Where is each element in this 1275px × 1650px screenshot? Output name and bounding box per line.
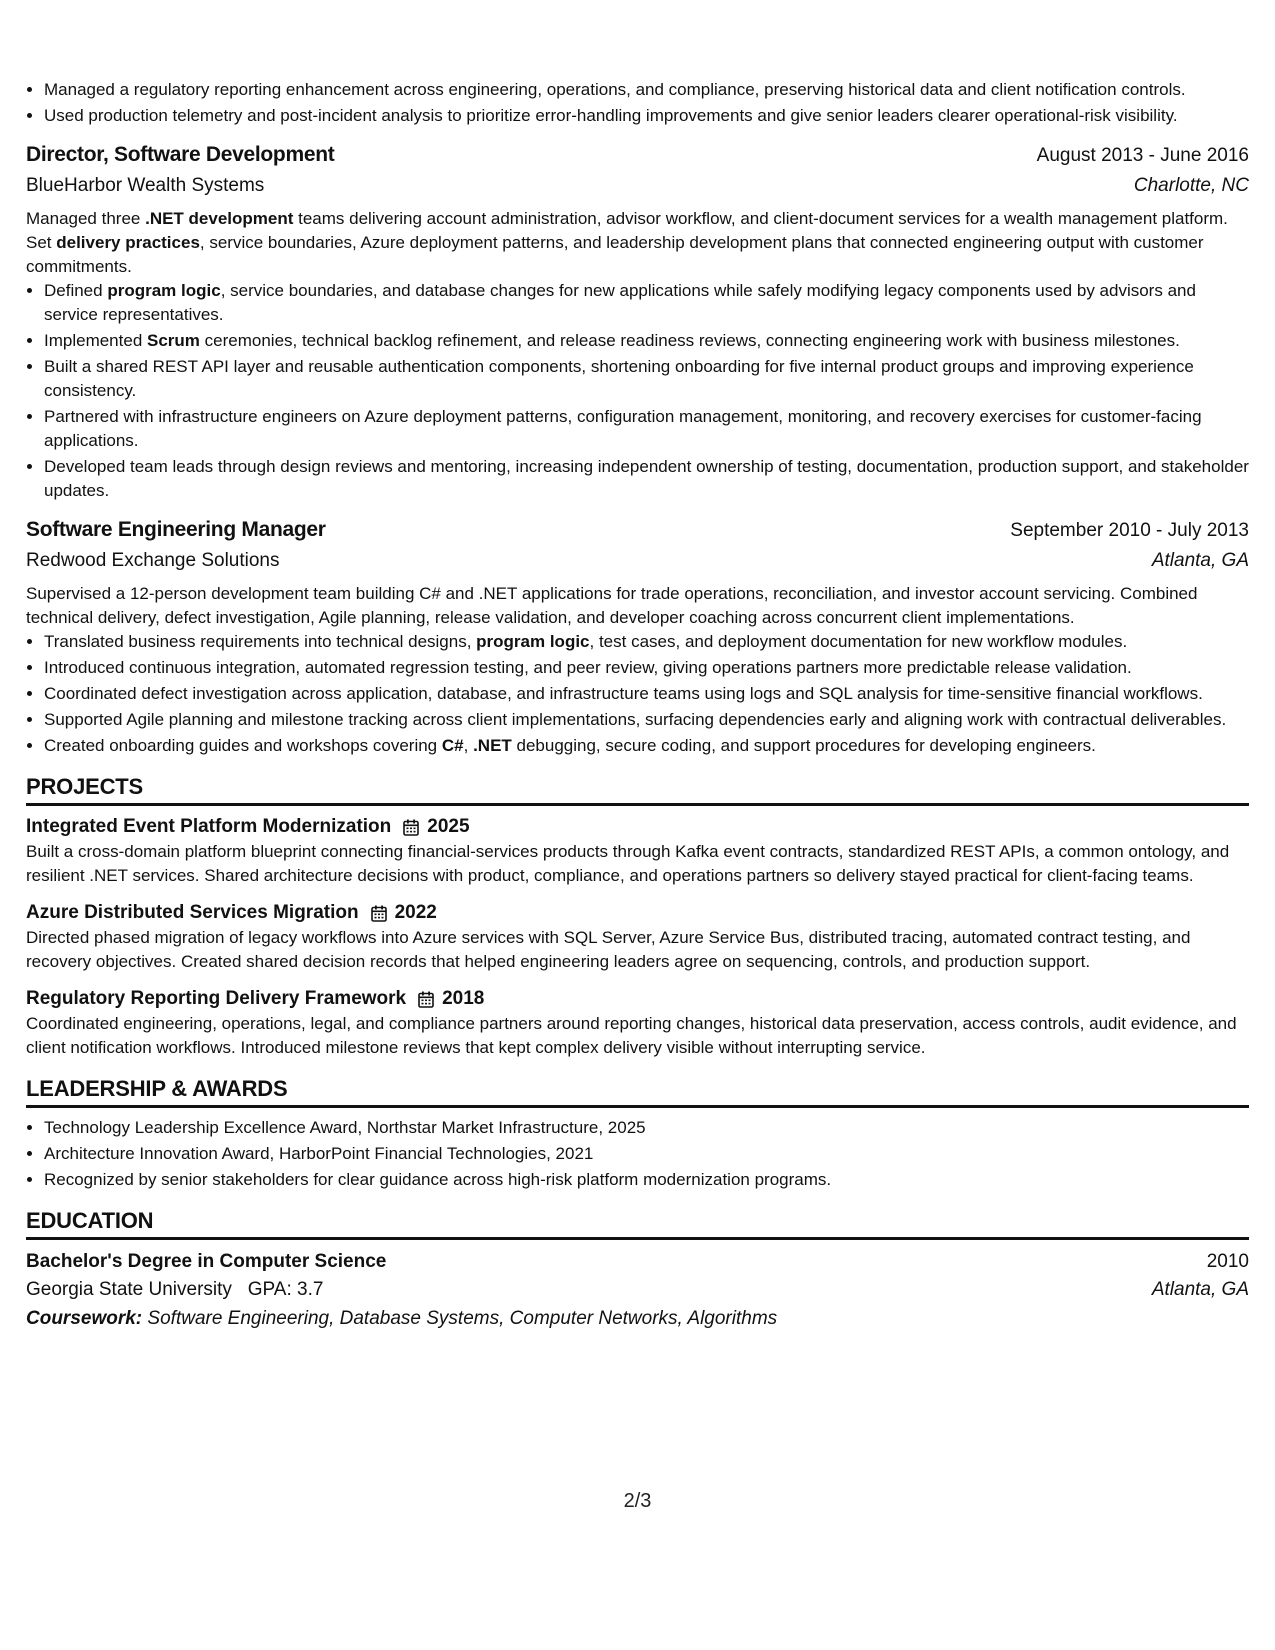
- project-description: Built a cross-domain platform blueprint connecting financial-services products through Kafka event contracts, standardized REST APIs, a common ontology, and resilient .NET services. Shared architecture decisions with product, compliance, and operations partners so delivery stayed practical for client-facing teams.: [26, 842, 1230, 885]
- text-run: Defined: [44, 281, 108, 300]
- section-heading-education: EDUCATION: [26, 1206, 1249, 1240]
- bullet-item: • Used production telemetry and post-incident analysis to prioritize error-handling improvements and give senior leaders clearer operational-risk visibility.: [44, 104, 1249, 128]
- calendar-icon: [418, 991, 434, 1008]
- text-run: Coordinated defect investigation across application, database, and infrastructure teams using logs and SQL analysis for time-sensitive financial workflows.: [44, 684, 1203, 703]
- emphasized-text: .NET development: [145, 209, 294, 228]
- bullet-item: [44, 708, 1249, 732]
- text-run: Created onboarding guides and workshops covering: [44, 736, 442, 755]
- job-location: Charlotte, NC: [1133, 175, 1249, 196]
- text-run: teams delivering account administration, advisor workflow, and client-document services for a wealth management platform. Set: [26, 209, 1228, 252]
- bullet-item: [44, 405, 1249, 453]
- project-year: 2022: [394, 902, 437, 923]
- emphasized-text: Scrum: [147, 331, 200, 350]
- job-summary: [26, 582, 1249, 630]
- awards-list: [26, 1116, 1249, 1192]
- coursework-label: Coursework:: [26, 1308, 143, 1329]
- project-description: Coordinated engineering, operations, legal, and compliance partners around reporting changes, historical data preservation, access controls, audit evidence, and client notification workflows. Introduced milestone reviews that kept complex delivery visible without interrupting service.: [26, 1014, 1237, 1057]
- text-run: , test cases, and deployment documentation for new workflow modules.: [589, 632, 1128, 651]
- bullet-item: [44, 355, 1249, 403]
- text-run: , service boundaries, Azure deployment patterns, and leadership development plans that connected engineering output with customer commitments.: [26, 233, 1204, 276]
- text-run: Partnered with infrastructure engineers on Azure deployment patterns, configuration management, monitoring, and recovery exercises for customer-facing applications.: [44, 407, 1202, 450]
- school-name: Georgia State University: [26, 1279, 232, 1300]
- company-name: Redwood Exchange Solutions: [26, 550, 280, 571]
- text-run: Supervised a 12-person development team building C# and .NET applications for trade operations, reconciliation, and investor account servicing. Combined technical delivery, defect investigation, Agile planning, release validation, and developer coaching across concurrent client implementations.: [26, 584, 1198, 627]
- coursework-list: Software Engineering, Database Systems, Computer Networks, Algorithms: [147, 1308, 778, 1329]
- gpa: GPA: 3.7: [247, 1279, 324, 1300]
- calendar-icon: [371, 905, 387, 922]
- text-run: , service boundaries, and database changes for new applications while safely modifying legacy components used by advisors and service representatives.: [44, 281, 1196, 324]
- text-run: Developed team leads through design reviews and mentoring, increasing independent ownership of testing, documentation, production support, and stakeholder updates.: [44, 457, 1249, 500]
- emphasized-text: program logic: [107, 281, 221, 300]
- text-run: Built a shared REST API layer and reusable authentication components, shortening onboarding for five internal product groups and improving experience consistency.: [44, 357, 1194, 400]
- bullet-item: [44, 630, 1249, 654]
- bullet-item: [44, 279, 1249, 327]
- school-line: [26, 1276, 323, 1304]
- degree-title: Bachelor's Degree in Computer Science: [26, 1251, 387, 1272]
- project-description: Directed phased migration of legacy workflows into Azure services with SQL Server, Azure Service Bus, distributed tracing, automated contract testing, and recovery objectives. Created shared decision records that helped engineering leaders agree on sequencing, controls, and production support.: [26, 928, 1191, 971]
- project-name: Azure Distributed Services Migration: [26, 902, 359, 923]
- project-entry: [26, 986, 1249, 1060]
- bullet-item: [44, 682, 1249, 706]
- bullet-item: [44, 656, 1249, 680]
- job-summary: [26, 207, 1249, 279]
- section-heading-awards: LEADERSHIP & AWARDS: [26, 1074, 1249, 1108]
- bullet-item: [44, 455, 1249, 503]
- bullet-item: [44, 734, 1249, 758]
- text-run: Managed three: [26, 209, 146, 228]
- project-name: Regulatory Reporting Delivery Framework: [26, 988, 407, 1009]
- text-run: debugging, secure coding, and support procedures for developing engineers.: [511, 736, 1096, 755]
- company-name: BlueHarbor Wealth Systems: [26, 175, 265, 196]
- job-title: Software Engineering Manager: [26, 518, 326, 541]
- emphasized-text: delivery practices: [56, 233, 200, 252]
- job-dates: September 2010 - July 2013: [1010, 520, 1249, 541]
- coursework-line: [26, 1304, 1249, 1334]
- emphasized-text: .NET: [473, 736, 512, 755]
- bullet-item: [44, 329, 1249, 353]
- text-run: Translated business requirements into technical designs,: [44, 632, 477, 651]
- job-entry: [26, 515, 1249, 758]
- job-bullets: [26, 630, 1249, 758]
- job-entry: [26, 140, 1249, 503]
- text-run: ,: [463, 736, 474, 755]
- emphasized-text: C#: [441, 736, 464, 755]
- text-run: Introduced continuous integration, automated regression testing, and peer review, giving operations partners more predictable release validation.: [44, 658, 1132, 677]
- graduation-year: 2010: [1206, 1251, 1249, 1272]
- project-year: 2025: [427, 816, 470, 837]
- project-entry: [26, 814, 1249, 888]
- award-item: • Architecture Innovation Award, HarborPoint Financial Technologies, 2021: [44, 1142, 1249, 1166]
- text-run: Implemented: [44, 331, 147, 350]
- job-location: Atlanta, GA: [1151, 550, 1249, 571]
- school-location: Atlanta, GA: [1151, 1279, 1249, 1300]
- section-heading-projects: PROJECTS: [26, 772, 1249, 806]
- previous-job-bullets: [26, 78, 1249, 128]
- project-year: 2018: [442, 988, 485, 1009]
- job-dates: August 2013 - June 2016: [1036, 145, 1249, 166]
- project-entry: [26, 900, 1249, 974]
- bullet-item: • Managed a regulatory reporting enhancement across engineering, operations, and compliance, preserving historical data and client notification controls.: [44, 78, 1249, 102]
- text-run: Supported Agile planning and milestone tracking across client implementations, surfacing dependencies early and aligning work with contractual deliverables.: [44, 710, 1227, 729]
- job-title: Director, Software Development: [26, 143, 335, 166]
- project-name: Integrated Event Platform Modernization: [26, 816, 392, 837]
- award-item: • Recognized by senior stakeholders for clear guidance across high-risk platform modernization programs.: [44, 1168, 1249, 1192]
- text-run: ceremonies, technical backlog refinement, and release readiness reviews, connecting engineering work with business milestones.: [199, 331, 1180, 350]
- calendar-icon: [403, 819, 419, 836]
- resume-page: [26, 78, 1249, 1334]
- emphasized-text: program logic: [476, 632, 590, 651]
- page-number: 2/3: [623, 1490, 652, 1512]
- job-bullets: [26, 279, 1249, 503]
- award-item: • Technology Leadership Excellence Award, Northstar Market Infrastructure, 2025: [44, 1116, 1249, 1140]
